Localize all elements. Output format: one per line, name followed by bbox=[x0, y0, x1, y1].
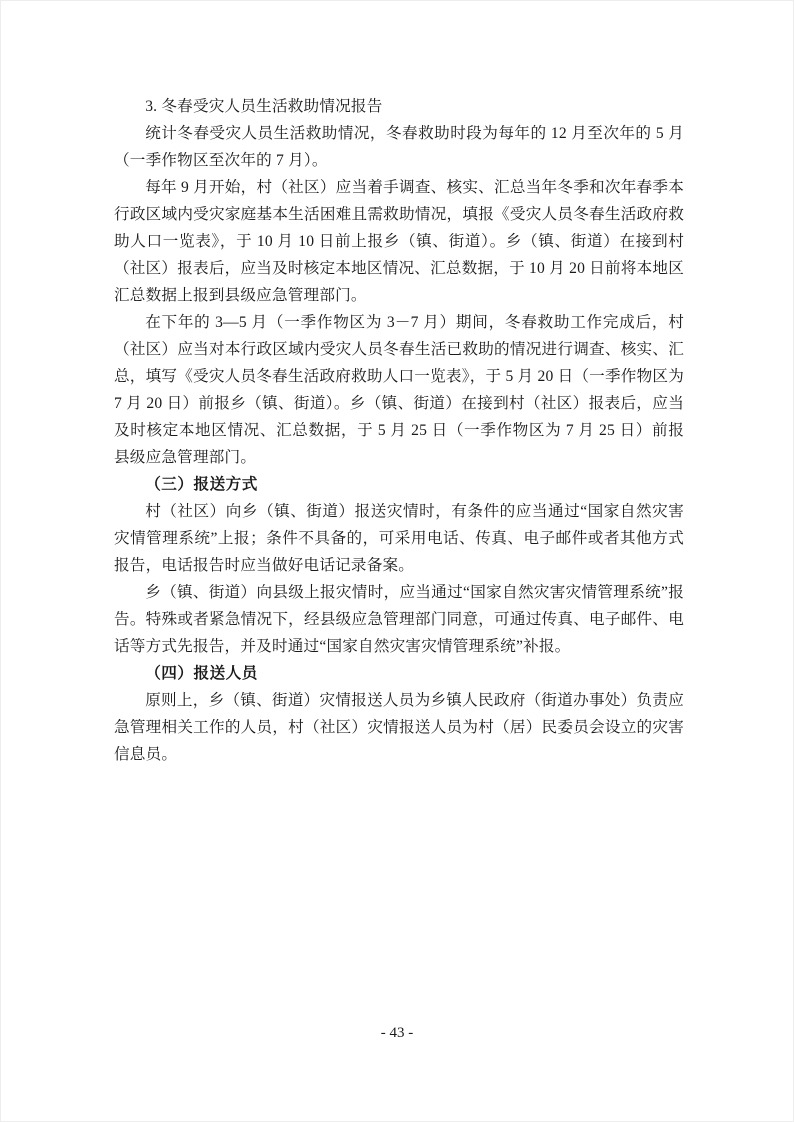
paragraph: 乡（镇、街道）向县级上报灾情时，应当通过“国家自然灾害灾情管理系统”报告。特殊或者紧急情况下，经县级应急管理部门同意，可通过传真、电子邮件、电话等方式先报告，并及时通过“国家自然灾害灾情管理系统”补报。 bbox=[114, 584, 684, 655]
numbered-item-heading: 3. 冬春受灾人员生活救助情况报告 bbox=[145, 98, 383, 115]
section-heading-baosong-fangshi: （三）报送方式 bbox=[145, 476, 258, 493]
document-body bbox=[114, 93, 684, 768]
paragraph: 原则上，乡（镇、街道）灾情报送人员为乡镇人民政府（街道办事处）负责应急管理相关工作的人员，村（社区）灾情报送人员为村（居）民委员会设立的灾害信息员。 bbox=[114, 692, 684, 763]
page-number: - 43 - bbox=[380, 1025, 414, 1041]
paragraph: 每年 9 月开始，村（社区）应当着手调查、核实、汇总当年冬季和次年春季本行政区域内受灾家庭基本生活困难且需救助情况，填报《受灾人员冬春生活政府救助人口一览表》，于 10 月 10 日前上报乡（镇、街道）。乡（镇、街道）在接到村（社区）报表后，应当及时核定本地区情况、汇总数据，于 10 月 20 日前将本地区汇总数据上报到县级应急管理部门。 bbox=[114, 179, 684, 304]
section-heading-baosong-renyuan: （四）报送人员 bbox=[145, 665, 258, 682]
paragraph: 村（社区）向乡（镇、街道）报送灾情时，有条件的应当通过“国家自然灾害灾情管理系统”上报；条件不具备的，可采用电话、传真、电子邮件或者其他方式报告，电话报告时应当做好电话记录备案。 bbox=[114, 503, 684, 574]
paragraph: 在下年的 3—5 月（一季作物区为 3－7 月）期间，冬春救助工作完成后，村（社区）应当对本行政区域内受灾人员冬春生活已救助的情况进行调查、核实、汇总，填写《受灾人员冬春生活政府救助人口一览表》，于 5 月 20 日（一季作物区为 7 月 20 日）前报乡（镇、街道）。乡（镇、街道）在接到村（社区）报表后，应当及时核定本地区情况、汇总数据，于 5 月 25 日（一季作物区为 7 月 25 日）前报县级应急管理部门。 bbox=[114, 314, 684, 466]
paragraph: 统计冬春受灾人员生活救助情况，冬春救助时段为每年的 12 月至次年的 5 月（一季作物区至次年的 7 月）。 bbox=[114, 125, 684, 169]
